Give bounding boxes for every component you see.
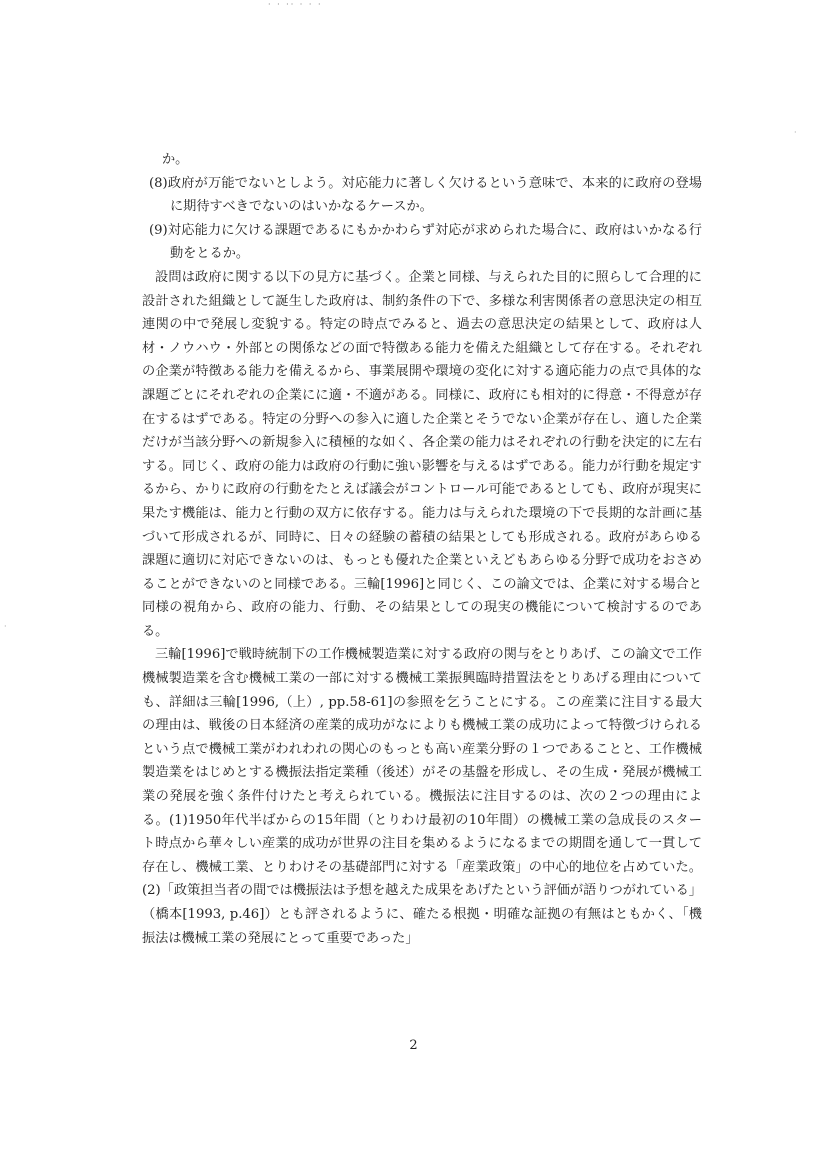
scan-mark: · (4, 622, 7, 631)
continued-fragment: か。 (162, 152, 189, 167)
scan-mark: · (794, 128, 797, 137)
question-item-8: (8)政府が万能でないとしよう。対応能力に著しく欠けるという意味で、本来的に政府の登場に期待すべきでないのはいかなるケースか。 (149, 175, 702, 215)
body-text (142, 148, 702, 950)
page-number: 2 (409, 1038, 418, 1053)
body-paragraph: 三輪[1996]で戦時統制下の工作機械製造業に対する政府の関与をとりあげ、この論文で工作機械製造業を含む機械工業の一部に対する機械工業振興臨時措置法をとりあげる理由についても、詳細は三輪[1996,（上）, pp.58-61]の参照を乞うことにする。この産業に注目する最大の理由は、戦後の日本経済の産業的成功がなによりも機械工業の成功によって特徴づけられるという点で機械工業がわれわれの関心のもっとも高い産業分野の１つであることと、工作機械製造業をはじめとする機振法指定業種（後述）がその基盤を形成し、その生成・発展が機械工業の発展を強く条件付けたと考えられている。機振法に注目するのは、次の２つの理由による。(1)1950年代半ばからの15年間（とりわけ最初の10年間）の機械工業の急成長のスタート時点から華々しい産業的成功が世界の注目を集めるようになるまでの期間を通して一貫して存在し、機械工業、とりわけその基礎部門に対する「産業政策」の中心的地位を占めていた。(2)「政策担当者の間では機振法は予想を越えた成果をあげたという評価が語りつがれている」（橋本[1993, p.46]）とも評されるように、確たる根拠・明確な証拠の有無はともかく、「機振法は機械工業の発展にとって重要であった」 (142, 647, 702, 946)
body-paragraph: 設問は政府に関する以下の見方に基づく。企業と同様、与えられた目的に照らして合理的に設計された組織として誕生した政府は、制約条件の下で、多様な利害関係者の意思決定の相互連関の中で発展し変貌する。特定の時点でみると、過去の意思決定の結果として、政府は人材・ノウハウ・外部との関係などの面で特徴ある能力を備えた組織として存在する。それぞれの企業が特徴ある能力を備えるから、事業展開や環境の変化に対する適応能力の点で具体的な課題ごとにそれぞれの企業にに適・不適がある。同様に、政府にも相対的に得意・不得意が存在するはずである。特定の分野への参入に適した企業とそうでない企業が存在し、適した企業だけが当該分野への新規参入に積極的な如く、各企業の能力はそれぞれの行動を決定的に左右する。同じく、政府の能力は政府の行動に強い影響を与えるはずである。能力が行動を規定するから、かりに政府の行動をたとえば議会がコントロール可能であるとしても、政府が現実に果たす機能は、能力と行動の双方に依存する。能力は与えられた環境の下で長期的な計画に基づいて形成されるが、同時に、日々の経験の蓄積の結果としても形成される。政府があらゆる課題に適切に対応できないのは、もっとも優れた企業といえどもあらゆる分野で成功をおさめることができないのと同様である。三輪[1996]と同じく、この論文では、企業に対する場合と同様の視角から、政府の能力、行動、その結果としての現実の機能について検討するのである。 (142, 269, 702, 639)
header-mark: · · ·· · · · (268, 0, 323, 9)
question-item-9: (9)対応能力に欠ける課題であるにもかかわらず対応が求められた場合に、政府はいかなる行動をとるか。 (149, 222, 702, 262)
